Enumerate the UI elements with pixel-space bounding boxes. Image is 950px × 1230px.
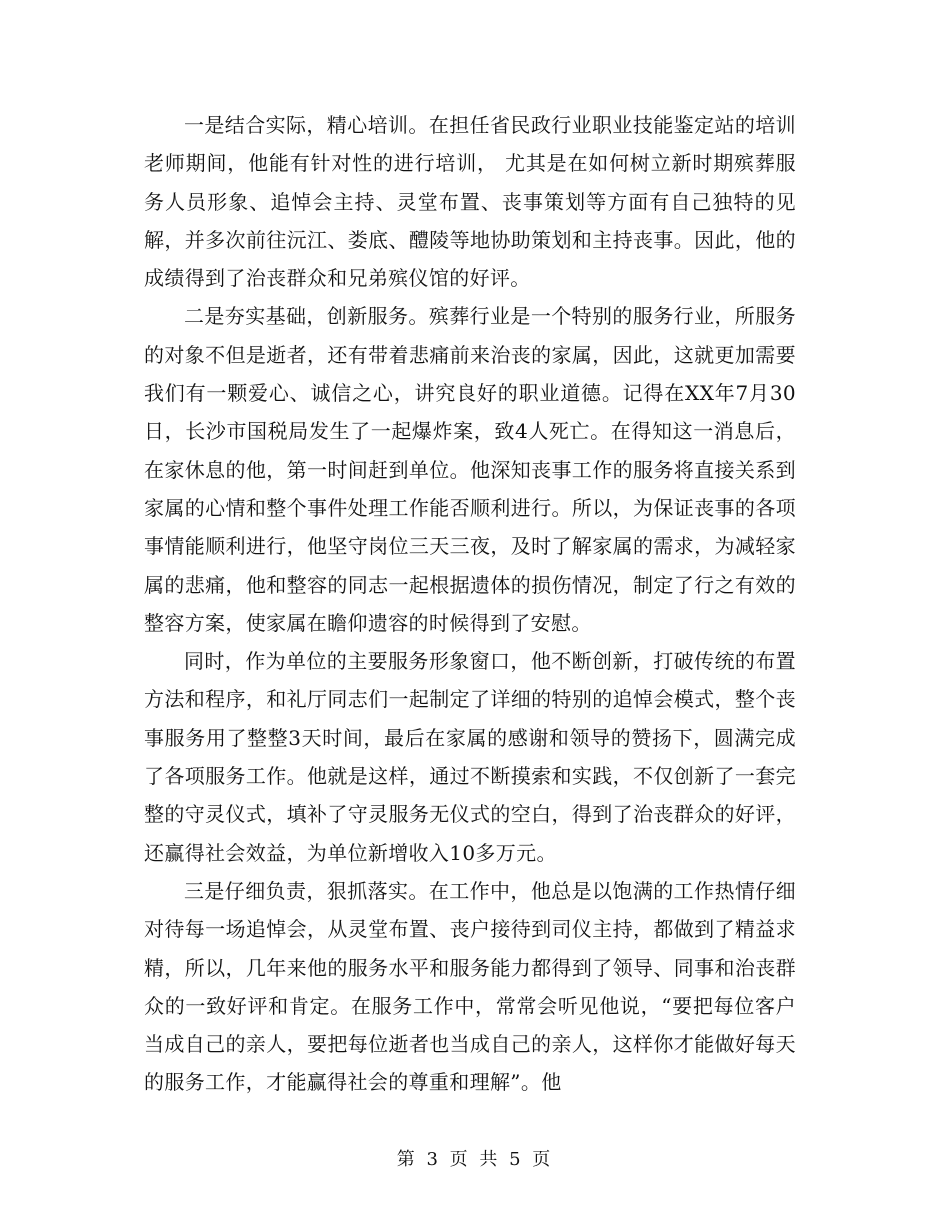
- paragraph-responsibility: 三是仔细负责，狠抓落实。在工作中，他总是以饱满的工作热情仔细对待每一场追悼会，从灵堂布置、丧户接待到司仪主持，都做到了精益求精，所以，几年来他的服务水平和服务能力都得到了领导、同事和治丧群众的一致好评和肯定。在服务工作中，常常会听见他说，“要把每位客户当成自己的亲人，要把每位逝者也当成自己的亲人，这样你才能做好每天的服务工作，才能赢得社会的尊重和理解”。他: [144, 878, 796, 1095]
- document-body: [144, 106, 796, 1102]
- paragraph-foundation: 二是夯实基础，创新服务。殡葬行业是一个特别的服务行业，所服务的对象不但是逝者，还有带着悲痛前来治丧的家属，因此，这就更加需要我们有一颗爱心、诚信之心，讲究良好的职业道德。记得在XX年7月30日，长沙市国税局发生了一起爆炸案，致4人死亡。在得知这一消息后，在家休息的他，第一时间赶到单位。他深知丧事工作的服务将直接关系到家属的心情和整个事件处理工作能否顺利进行。所以，为保证丧事的各项事情能顺利进行，他坚守岗位三天三夜，及时了解家属的需求，为减轻家属的悲痛，他和整容的同志一起根据遗体的损伤情况，制定了行之有效的整容方案，使家属在瞻仰遗容的时候得到了安慰。: [144, 304, 796, 635]
- paragraph-training: 一是结合实际，精心培训。在担任省民政行业职业技能鉴定站的培训老师期间，他能有针对性的进行培训， 尤其是在如何树立新时期殡葬服务人员形象、追悼会主持、灵堂布置、丧事策划等方面有自己独特的见解，并多次前往沅江、娄底、醴陵等地协助策划和主持丧事。因此，他的成绩得到了治丧群众和兄弟殡仪馆的好评。: [144, 113, 796, 291]
- paragraph-innovation: 同时，作为单位的主要服务形象窗口，他不断创新，打破传统的布置方法和程序，和礼厅同志们一起制定了详细的特别的追悼会模式，整个丧事服务用了整整3天时间，最后在家属的感谢和领导的赞扬下，圆满完成了各项服务工作。他就是这样，通过不断摸索和实践，不仅创新了一套完整的守灵仪式，填补了守灵服务无仪式的空白，得到了治丧群众的好评，还赢得社会效益，为单位新增收入10多万元。: [144, 649, 796, 865]
- page-number-footer: 第 3 页 共 5 页: [396, 1149, 554, 1170]
